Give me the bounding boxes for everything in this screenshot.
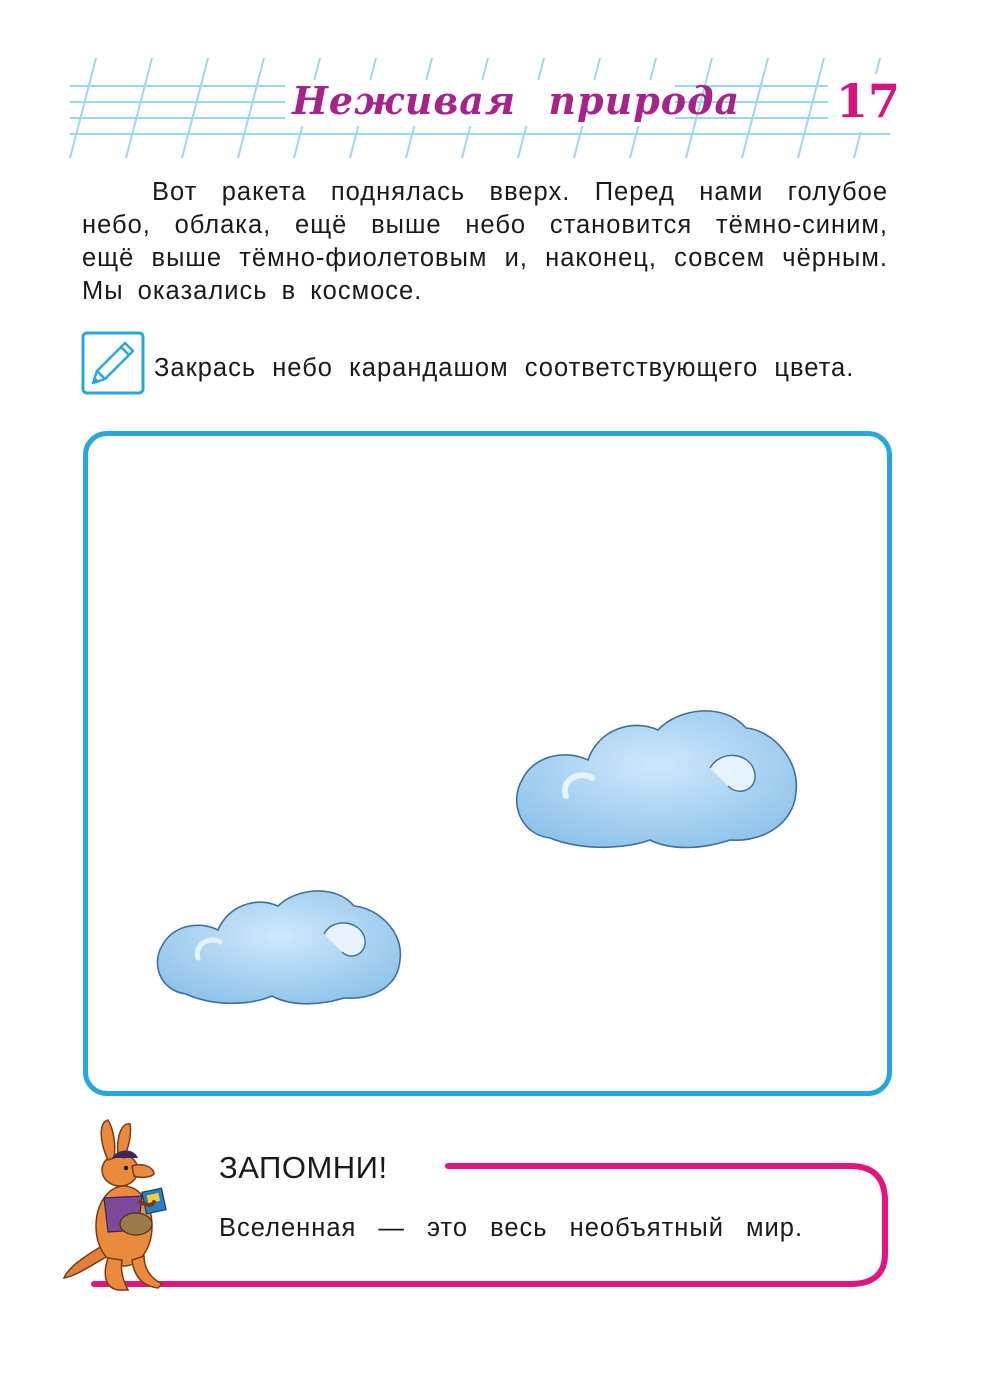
remember-title: ЗАПОМНИ!	[219, 1150, 388, 1185]
cloud-small	[152, 882, 408, 1010]
intro-paragraph: Вот ракета поднялась вверх. Перед нами голубое небо, облака, ещё выше небо становится тёмно-синим, ещё выше тёмно-фиолетовым и, наконец, совсем чёрным. Мы оказались в космосе.	[82, 178, 888, 305]
cloud-large	[510, 700, 806, 856]
page-number: 17	[836, 74, 901, 128]
remember-text: Вселенная — это весь необъятный мир.	[219, 1214, 804, 1242]
kangaroo-mascot-icon	[62, 1118, 190, 1296]
pencil-icon	[81, 331, 145, 395]
section-title: Неживая природа	[292, 78, 741, 123]
task-instruction: Закрась небо карандашом соответствующего цвета.	[154, 354, 855, 382]
